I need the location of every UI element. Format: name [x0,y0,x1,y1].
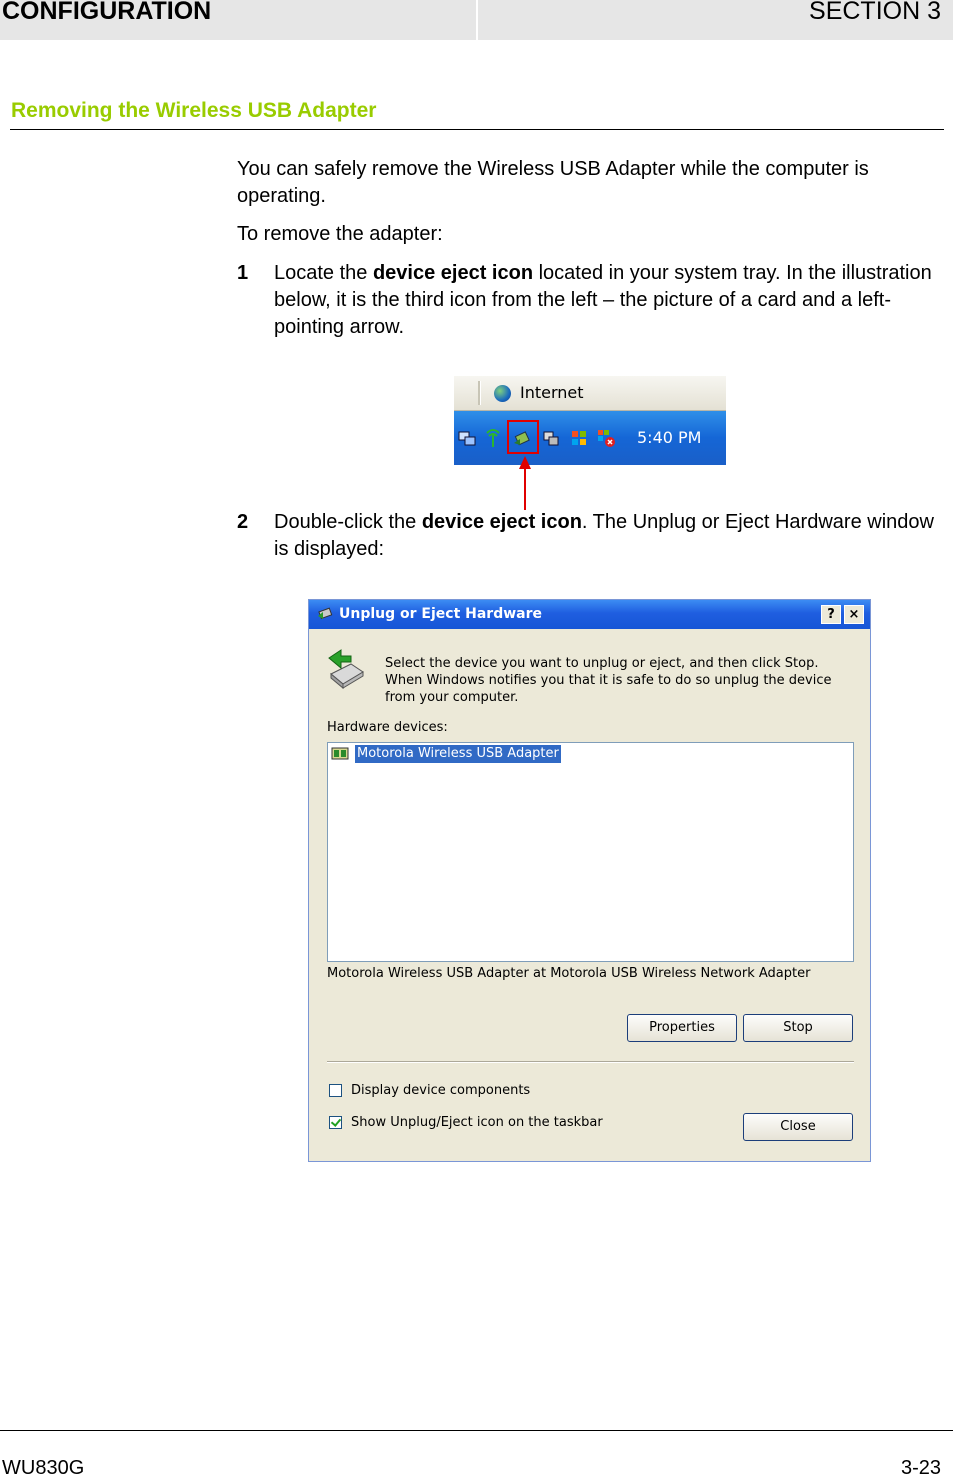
display-device-components-checkbox[interactable] [329,1084,342,1097]
system-tray-screenshot [454,376,726,465]
show-eject-icon-checkbox[interactable] [329,1116,342,1129]
monitor-icon[interactable] [542,429,560,447]
eject-hardware-large-icon [325,648,367,690]
step-number: 1 [237,262,249,284]
title-close-button[interactable]: × [844,605,864,624]
display-device-components-label[interactable]: Display device components [351,1083,531,1098]
step-text-bold: device eject icon [372,262,534,284]
wireless-signal-icon[interactable] [484,429,502,447]
show-eject-icon-label[interactable]: Show Unplug/Eject icon on the taskbar [351,1115,603,1130]
properties-button[interactable]: Properties [627,1014,737,1042]
step-text [274,509,939,563]
dialog-title: Unplug or Eject Hardware [339,606,543,622]
network-icon[interactable] [458,429,476,447]
dialog-titlebar[interactable] [309,600,870,629]
step-text-bold: device eject icon [421,511,582,533]
internet-globe-icon [494,385,511,402]
hardware-devices-label: Hardware devices: [327,720,448,735]
step-text [274,260,939,341]
eject-icon-highlight-box [507,420,539,454]
footer-rule [0,1430,953,1431]
internet-label[interactable]: Internet [520,383,584,402]
step-text-post: located in your system tray. In the illustration below, it is the third icon from the left – the picture of a card and a left-pointing arrow. [274,262,932,338]
tray-clock[interactable]: 5:40 PM [637,428,702,447]
eject-hardware-icon [317,607,333,621]
toolbar-separator [478,381,481,405]
header-right-cell [478,0,953,40]
header-left-cell [0,0,476,40]
intro-paragraph: You can safely remove the Wireless USB Adapter while the computer is operating. [237,158,869,207]
unplug-eject-dialog [308,599,871,1162]
pointer-arrow-icon [515,455,535,510]
lead-paragraph: To remove the adapter: [237,223,443,245]
step-text-post: . The Unplug or Eject Hardware window is displayed: [274,511,934,560]
section-title: Removing the Wireless USB Adapter [11,99,377,122]
windows-update-icon[interactable] [570,429,588,447]
selected-device-description: Motorola Wireless USB Adapter at Motorola USB Wireless Network Adapter [327,966,811,981]
close-button[interactable]: Close [743,1113,853,1141]
usb-adapter-device-icon [331,746,349,761]
notification-area [454,411,726,465]
quick-toolbar [454,376,726,411]
page-header [0,0,953,40]
step-text-pre: Locate the [274,262,373,284]
hardware-devices-list[interactable] [327,742,854,962]
step-text-pre: Double-click the [274,511,422,533]
section-title-rule [10,129,944,130]
security-alert-icon[interactable] [597,429,615,447]
header-section: SECTION 3 [809,0,941,25]
stop-button[interactable]: Stop [743,1014,853,1042]
step-number: 2 [237,511,249,533]
dialog-divider [327,1061,854,1063]
header-chapter: CONFIGURATION [2,0,212,25]
list-item-selected-device[interactable]: Motorola Wireless USB Adapter [357,746,559,761]
footer-model: WU830G [2,1457,85,1479]
help-button[interactable]: ? [821,605,841,624]
footer-page-number: 3-23 [900,1457,941,1479]
dialog-instructions: Select the device you want to unplug or eject, and then click Stop. When Windows notifies you that it is safe to do so unplug the device from your computer. [385,656,832,705]
